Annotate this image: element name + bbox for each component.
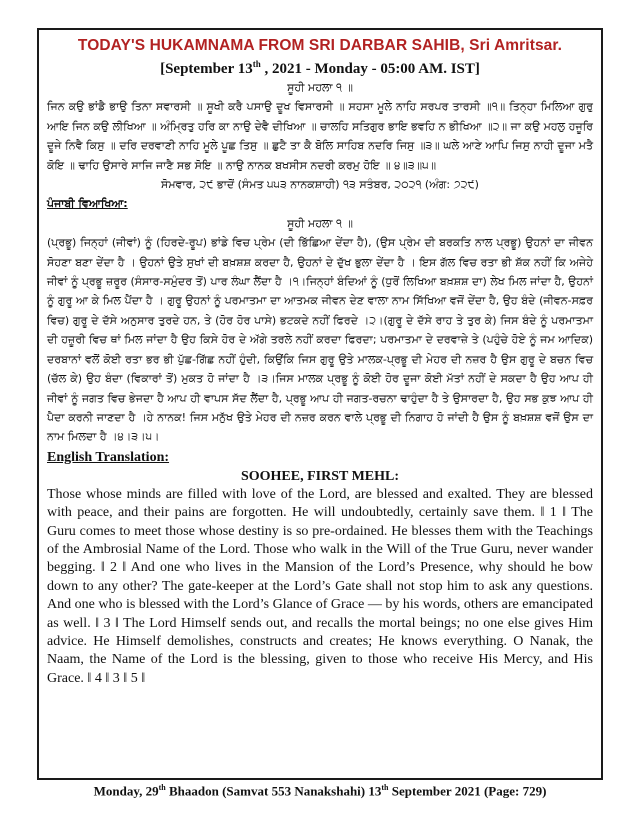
footer-sup: th <box>158 783 166 792</box>
english-label: English Translation: <box>47 449 170 465</box>
footer-sup2: th <box>381 783 389 792</box>
punjabi-label: ਪੰਜਾਬੀ ਵਿਆਖਿਆ: <box>47 197 128 211</box>
gurbani-date-line: ਸੋਮਵਾਰ, ੨੯ ਭਾਦੋਂ (ਸੰਮਤ ੫੫੩ ਨਾਨਕਸ਼ਾਹੀ) ੧੩ ਸਤੰਬਰ, ੨੦੨੧ (ਅੰਗ: ੭੨੯) <box>161 178 479 192</box>
footer-post2: September 2021 (Page: 729) <box>388 783 547 799</box>
footer-pre: Monday, 29 <box>93 783 159 799</box>
footer-post: Bhaadon (Samvat 553 Nanakshahi) 13 <box>165 783 382 799</box>
gurbani-heading: ਸੂਹੀ ਮਹਲਾ ੧ ॥ <box>287 81 353 94</box>
footer-date <box>37 783 603 799</box>
page-title: TODAY'S HUKAMNAMA FROM SRI DARBAR SAHIB, Sri Amritsar. <box>77 37 563 54</box>
header-date-pre: [September 13 <box>160 61 253 77</box>
gurbani-text: ਜਿਨ ਕਉ ਭਾਂਡੈ ਭਾਉ ਤਿਨਾ ਸਵਾਰਸੀ ॥ ਸੂਖੀ ਕਰੈ ਪਸਾਉ ਦੂਖ ਵਿਸਾਰਸੀ ॥ ਸਹਸਾ ਮੂਲੇ ਨਾਹਿ ਸਰਪਰ ਤਾਰਸੀ ॥੧॥ ਤਿਨ੍ਹਾ ਮਿਲਿਆ ਗੁਰੁ ਆਇ ਜਿਨ ਕਉ ਲੀਖਿਆ ॥ ਅੰਮ੍ਰਿਤੁ ਹਰਿ ਕਾ ਨਾਉ ਦੇਵੈ ਦੀਖਿਆ ॥ ਚਾਲਹਿ ਸਤਿਗੁਰ ਭਾਇ ਭਵਹਿ ਨ ਭੀਖਿਆ ॥੨॥ ਜਾ ਕਉ ਮਹਲੁ ਹਜੂਰਿ ਦੂਜੇ ਨਿਵੈ ਕਿਸੁ ॥ ਦਰਿ ਦਰਵਾਣੀ ਨਾਹਿ ਮੂਲੇ ਪੂਛ ਤਿਸੁ ॥ ਛੁਟੈ ਤਾ ਕੈ ਬੋਲਿ ਸਾਹਿਬ ਨਦਰਿ ਜਿਸੁ ॥੩॥ ਘਲੇ ਆਣੇ ਆਪਿ ਜਿਸੁ ਨਾਹੀ ਦੂਜਾ ਮਤੈ ਕੋਇ ॥ ਢਾਹਿ ਉਸਾਰੇ ਸਾਜਿ ਜਾਣੈ ਸਭ ਸੋਇ ॥ ਨਾਉ ਨਾਨਕ ਬਖਸੀਸ ਨਦਰੀ ਕਰਮੁ ਹੋਇ ॥ ੪॥੩॥੫॥ <box>47 100 593 172</box>
punjabi-heading: ਸੂਹੀ ਮਹਲਾ ੧ ॥ <box>287 216 353 230</box>
punjabi-text: (ਪ੍ਰਭੂ) ਜਿਨ੍ਹਾਂ (ਜੀਵਾਂ) ਨੂੰ (ਹਿਰਦੇ-ਰੂਪ) ਭਾਂਡੇ ਵਿਚ ਪ੍ਰੇਮ (ਦੀ ਭਿੱਛਿਆ ਦੇਂਦਾ ਹੈ), (ਉਸ ਪ੍ਰੇਮ ਦੀ ਬਰਕਤਿ ਨਾਲ ਪ੍ਰਭੂ) ਉਹਨਾਂ ਦਾ ਜੀਵਨ ਸੋਹਣਾ ਬਣਾ ਦੇਂਦਾ ਹੈ । ਉਹਨਾਂ ਉਤੇ ਸੁਖਾਂ ਦੀ ਬਖ਼ਸ਼ਸ਼ ਕਰਦਾ ਹੈ, ਉਹਨਾਂ ਦੇ ਦੁੱਖ ਭੁਲਾ ਦੇਂਦਾ ਹੈ । ਇਸ ਗੱਲ ਵਿਚ ਰਤਾ ਭੀ ਸ਼ੱਕ ਨਹੀਂ ਕਿ ਅਜੇਹੇ ਜੀਵਾਂ ਨੂੰ ਪ੍ਰਭੂ ਜ਼ਰੂਰ (ਸੰਸਾਰ-ਸਮੁੰਦਰ ਤੋਂ) ਪਾਰ ਲੰਘਾ ਲੈਂਦਾ ਹੈ ।੧।ਜਿਨ੍ਹਾਂ ਬੰਦਿਆਂ ਨੂੰ (ਧੁਰੋਂ ਲਿਖਿਆ ਬਖ਼ਸ਼ਸ਼ ਦਾ) ਲੇਖ ਮਿਲ ਜਾਂਦਾ ਹੈ, ਉਹਨਾਂ ਨੂੰ ਗੁਰੂ ਆ ਕੇ ਮਿਲ ਪੈਂਦਾ ਹੈ । ਗੁਰੂ ਉਹਨਾਂ ਨੂੰ ਪਰਮਾਤਮਾ ਦਾ ਆਤਮਕ ਜੀਵਨ ਦੇਣ ਵਾਲਾ ਨਾਮ ਸਿੱਖਿਆ ਵਜੋਂ ਦੇਂਦਾ ਹੈ, ਉਹ ਬੰਦੇ (ਜੀਵਨ-ਸਫ਼ਰ ਵਿਚ) ਗੁਰੂ ਦੇ ਦੱਸੇ ਅਨੁਸਾਰ ਤੁਰਦੇ ਹਨ, ਤੇ (ਹੋਰ ਹੋਰ ਪਾਸੇ) ਭਟਕਦੇ ਨਹੀਂ ਫਿਰਦੇ ।੨।(ਗੁਰੂ ਦੇ ਦੱਸੇ ਰਾਹ ਤੇ ਤੁਰ ਕੇ) ਜਿਸ ਬੰਦੇ ਨੂੰ ਪਰਮਾਤਮਾ ਦੀ ਹਜ਼ੂਰੀ ਵਿਚ ਥਾਂ ਮਿਲ ਜਾਂਦਾ ਹੈ ਉਹ ਕਿਸੇ ਹੋਰ ਦੇ ਅੱਗੇ ਤਰਲੇ ਨਹੀਂ ਕਰਦਾ ਫਿਰਦਾ; ਪਰਮਾਤਮਾ ਦੇ ਦਰਵਾਜ਼ੇ ਤੇ (ਪਹੁੰਚੇ ਹੋਏ ਨੂੰ ਜਮ ਆਦਿਕ) ਦਰਬਾਨਾਂ ਵਲੋਂ ਕੋਈ ਰਤਾ ਭਰ ਭੀ ਪੁੱਛ-ਗਿੱਛ ਨਹੀਂ ਹੁੰਦੀ, ਕਿਉਂਕਿ ਜਿਸ ਗੁਰੂ ਉਤੇ ਮਾਲਕ-ਪ੍ਰਭੂ ਦੀ ਮੇਹਰ ਦੀ ਨਜ਼ਰ ਹੈ ਉਸ ਗੁਰੂ ਦੇ ਬਚਨ ਵਿਚ (ਚੱਲ ਕੇ) ਉਹ ਬੰਦਾ (ਵਿਕਾਰਾਂ ਤੋਂ) ਮੁਕਤ ਹੋ ਜਾਂਦਾ ਹੈ ।੩।ਜਿਸ ਮਾਲਕ ਪ੍ਰਭੂ ਨੂੰ ਕੋਈ ਹੋਰ ਦੂਜਾ ਕੋਈ ਮੱਤਾਂ ਨਹੀਂ ਦੇ ਸਕਦਾ ਹੈ ਉਹ ਆਪ ਹੀ ਜੀਵਾਂ ਨੂੰ ਜਗਤ ਵਿਚ ਭੇਜਦਾ ਹੈ ਆਪ ਹੀ ਵਾਪਸ ਸੱਦ ਲੈਂਦਾ ਹੈ, ਪ੍ਰਭੂ ਆਪ ਹੀ ਜਗਤ-ਰਚਨਾ ਢਾਹੁੰਦਾ ਹੈ ਤੇ ਉਸਾਰਦਾ ਹੈ, ਉਹ ਸਭ ਕੁਝ ਆਪ ਹੀ ਪੈਦਾ ਕਰਨੀ ਜਾਣਦਾ ਹੈ ।ਹੇ ਨਾਨਕ! ਜਿਸ ਮਨੁੱਖ ਉਤੇ ਮੇਹਰ ਦੀ ਨਜ਼ਰ ਕਰਨ ਵਾਲੇ ਪ੍ਰਭੂ ਦੀ ਨਿਗਾਹ ਹੋ ਜਾਂਦੀ ਹੈ ਉਸ ਨੂੰ ਬਖ਼ਸ਼ਸ਼ ਵਜੋਂ ਉਸ ਦਾ ਨਾਮ ਮਿਲਦਾ ਹੈ ।੪।੩।੫। <box>47 236 593 444</box>
header-date <box>47 55 593 78</box>
header-date-post: , 2021 - Monday - 05:00 AM. IST] <box>260 61 480 77</box>
english-heading: SOOHEE, FIRST MEHL: <box>240 468 400 484</box>
hukamnama-page <box>37 28 603 780</box>
english-text: Those whose minds are filled with love of the Lord, are blessed and exalted. They are blessed with peace, and their pains are forgotten. He will undoubtedly, certainly save them. ‖ 1 ‖ The Guru comes to meet those whose destiny is so pre-ordained. He blesses them with the Teachings of the Ambrosial Name of the Lord. Those who walk in the Will of the True Guru, never wander begging. ‖ 2 ‖ And one who lives in the Mansion of the Lord’s Presence, why should he bow down to any other? The gate-keeper at the Lord’s Gate shall not stop him to ask any questions. And one who is blessed with the Lord’s Glance of Grace — by his words, others are emancipated as well. ‖ 3 ‖ The Lord Himself sends out, and recalls the mortal beings; no one else gives Him advice. He Himself demolishes, constructs and creates; He knows everything. O Nanak, the Naam, the Name of the Lord is the blessing, given to those who receive His Mercy, and His Grace. ‖ 4 ‖ 3 ‖ 5 ‖ <box>47 486 593 686</box>
header-date-sup: th <box>252 59 261 69</box>
